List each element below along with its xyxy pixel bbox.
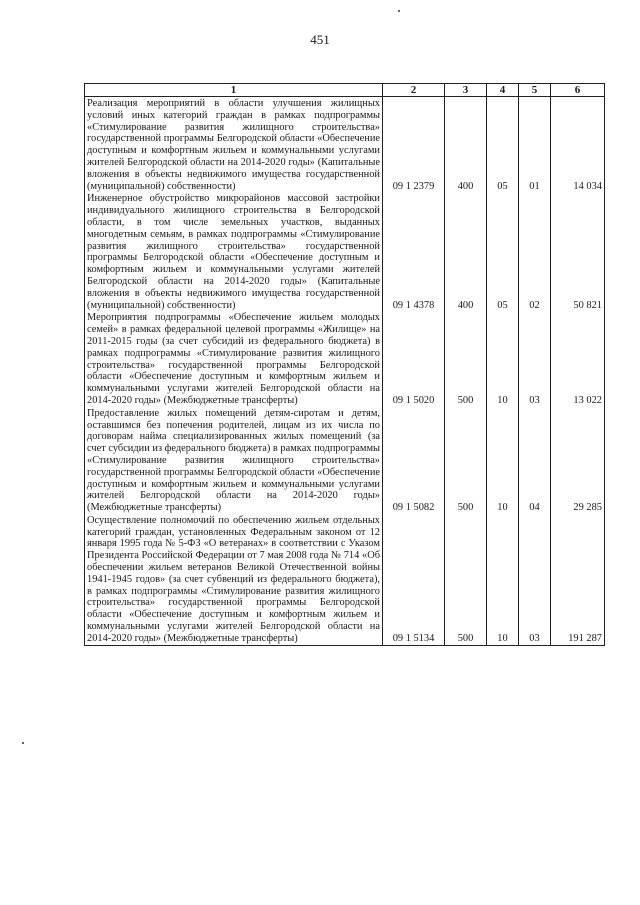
- row-description: Мероприятия подпрограммы «Обеспечение жильем молодых семей» в рамках федеральной целевой программы «Жилище» на 2011-2015 годы (за счет субсидий из федерального бюджета) в рамках подпрограммы «Стимулирование развития жилищного строительства» государственной программы Белгородской области «Обеспечение доступным и комфортным жильем и коммунальными услугами жителей Белгородской области на 2014-2020 годы» (Межбюджетные трансферты): [85, 311, 383, 406]
- row-col-3: 400: [445, 192, 487, 311]
- row-amount: 191 287: [551, 514, 605, 645]
- row-col-4: 10: [487, 407, 519, 514]
- header-col-2: 2: [383, 84, 445, 97]
- table-row: [85, 97, 605, 193]
- row-amount: 29 285: [551, 407, 605, 514]
- header-col-5: 5: [519, 84, 551, 97]
- row-col-3: 500: [445, 407, 487, 514]
- header-col-4: 4: [487, 84, 519, 97]
- row-col-5: 03: [519, 311, 551, 406]
- row-amount: 50 821: [551, 192, 605, 311]
- row-code: 09 1 5134: [383, 514, 445, 645]
- row-col-5: 03: [519, 514, 551, 645]
- table-header-row: [85, 84, 605, 97]
- row-col-5: 01: [519, 97, 551, 193]
- page-number: 451: [310, 32, 330, 47]
- row-col-5: 02: [519, 192, 551, 311]
- budget-table: [84, 83, 605, 646]
- row-amount: 13 022: [551, 311, 605, 406]
- row-col-4: 05: [487, 97, 519, 193]
- row-col-4: 10: [487, 514, 519, 645]
- scan-speck: [398, 10, 400, 12]
- row-col-5: 04: [519, 407, 551, 514]
- row-col-3: 500: [445, 514, 487, 645]
- row-code: 09 1 2379: [383, 97, 445, 193]
- row-code: 09 1 4378: [383, 192, 445, 311]
- row-description: Реализация мероприятий в области улучшения жилищных условий иных категорий граждан в рамках подпрограммы «Стимулирование развития жилищного строительства» государственной программы Белгородской области «Обеспечение доступным и комфортным жильем и коммунальными услугами жителей Белгородской области на 2014-2020 годы» (Капитальные вложения в объекты недвижимого имущества государственной (муниципальной) собственности): [85, 97, 383, 193]
- row-description: Предоставление жилых помещений детям-сиротам и детям, оставшимся без попечения родителей, лицам из их числа по договорам найма специализированных жилых помещений (за счет субсидии из федерального бюджета) в рамках подпрограммы «Стимулирование развития жилищного строительства» государственной программы Белгородской области «Обеспечение доступным и комфортным жильем и коммунальными услугами жителей Белгородской области на 2014-2020 годы» (Межбюджетные трансферты): [85, 407, 383, 514]
- header-col-3: 3: [445, 84, 487, 97]
- table-row: [85, 311, 605, 406]
- table-row: [85, 407, 605, 514]
- header-col-6: 6: [551, 84, 605, 97]
- table-row: [85, 514, 605, 645]
- row-description: Инженерное обустройство микрорайонов массовой застройки индивидуального жилищного строительства в Белгородской области, в том числе земельных участков, выданных многодетным семьям, в рамках подпрограммы «Стимулирование развития жилищного строительства» государственной программы Белгородской области «Обеспечение доступным и комфортным жильем и коммунальными услугами жителей Белгородской области на 2014-2020 годы» (Капитальные вложения в объекты недвижимого имущества государственной (муниципальной) собственности): [85, 192, 383, 311]
- row-col-4: 05: [487, 192, 519, 311]
- scan-speck: [22, 742, 24, 744]
- header-col-1: 1: [85, 84, 383, 97]
- row-col-3: 400: [445, 97, 487, 193]
- row-col-3: 500: [445, 311, 487, 406]
- row-description: Осуществление полномочий по обеспечению жильем отдельных категорий граждан, установленных Федеральным законом от 12 января 1995 года № 5-ФЗ «О ветеранах» в соответствии с Указом Президента Российской Федерации от 7 мая 2008 года № 714 «Об обеспечении жильем ветеранов Великой Отечественной войны 1941-1945 годов» (за счет субвенций из федерального бюджета), в рамках подпрограммы «Стимулирование развития жилищного строительства» государственной программы Белгородской области «Обеспечение доступным и комфортным жильем и коммунальными услугами жителей Белгородской области на 2014-2020 годы» (Межбюджетные трансферты): [85, 514, 383, 645]
- row-code: 09 1 5020: [383, 311, 445, 406]
- table-row: [85, 192, 605, 311]
- row-code: 09 1 5082: [383, 407, 445, 514]
- row-col-4: 10: [487, 311, 519, 406]
- row-amount: 14 034: [551, 97, 605, 193]
